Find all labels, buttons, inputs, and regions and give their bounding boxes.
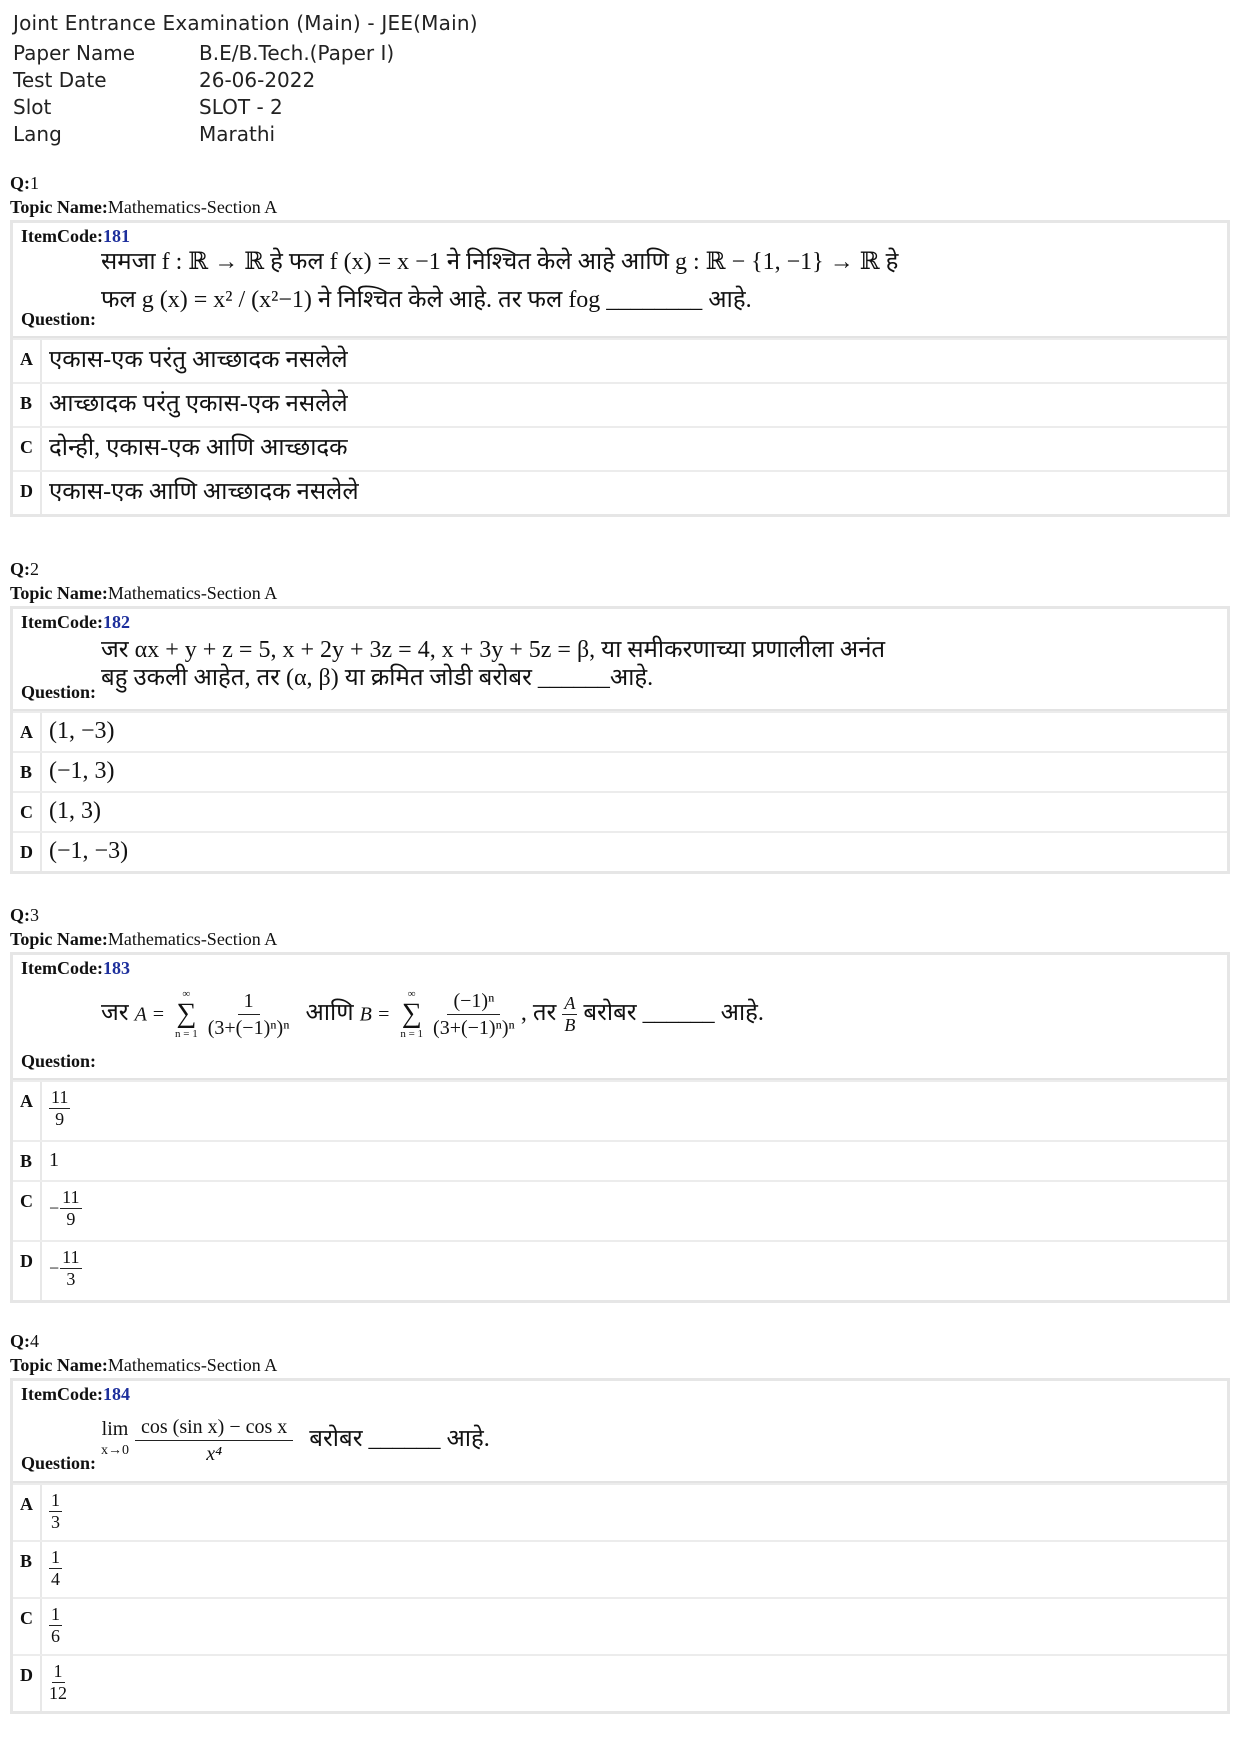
item-code: ItemCode:181 — [21, 226, 130, 246]
option-label: A — [13, 340, 42, 382]
option-label: C — [13, 428, 42, 470]
option-label: C — [13, 793, 42, 831]
summation-symbol: ∞ ∑ n = 1 — [400, 988, 424, 1041]
question-cell — [13, 1381, 1227, 1483]
option-label: B — [13, 384, 42, 426]
option-row-a[interactable] — [13, 338, 1227, 382]
option-fraction: $\frac{11}{9}$ — [51, 1087, 69, 1129]
option-row-b[interactable] — [13, 1540, 1227, 1597]
question-stem-line-1: समजा f : ℝ → ℝ हे फल f (x) = x −1 ने निश्चित केले आहे आणि g : ℝ − {1, −1} → ℝ हे — [101, 249, 899, 275]
question-stem-line-1: जर αx + y + z = 5, x + 2y + 3z = 4, x + 3y + 5z = β, या समीकरणाच्या प्रणालीला अनंत — [101, 637, 886, 663]
question-block-4 — [10, 1330, 1230, 1714]
option-row-d[interactable] — [13, 1654, 1227, 1711]
option-label: B — [13, 1142, 42, 1180]
option-row-d[interactable] — [13, 470, 1227, 514]
option-row-a[interactable] — [13, 711, 1227, 751]
question-stem-line-2: फल g (x) = x² / (x²−1) ने निश्चित केले आहे. तर फल fog ________ आहे. — [101, 287, 752, 313]
option-row-b[interactable] — [13, 1140, 1227, 1180]
question-block-3 — [10, 904, 1230, 1303]
question-table — [10, 220, 1230, 517]
option-text: − $\frac{11}{9}$ — [49, 1187, 80, 1229]
option-row-c[interactable] — [13, 1597, 1227, 1654]
header-row-paper-name — [13, 40, 478, 67]
option-text: एकास-एक आणि आच्छादक नसलेले — [49, 479, 359, 505]
question-stem: lim x→0 $\frac{\text{cos (sin x) − cos x}}{\text{x⁴}}$ बरोबर ______ आहे. — [101, 1415, 490, 1465]
option-label: D — [13, 1242, 42, 1300]
question-number: Q:2 — [10, 559, 39, 579]
question-table — [10, 606, 1230, 874]
question-label: Question: — [21, 682, 97, 702]
option-label: A — [13, 713, 42, 751]
question-number: Q:3 — [10, 905, 39, 925]
option-fraction: $\frac{11}{3}$ — [62, 1247, 80, 1289]
header-value: B.E/B.Tech.(Paper I) — [199, 41, 395, 65]
option-text: (−1, −3) — [49, 838, 129, 864]
header-row-test-date — [13, 67, 478, 94]
option-text: − $\frac{11}{3}$ — [49, 1247, 80, 1289]
paper-header — [13, 10, 478, 148]
option-row-c[interactable] — [13, 426, 1227, 470]
header-key: Lang — [13, 122, 62, 146]
fraction-a: $\frac{1}{\text{(3+(−1)ⁿ)ⁿ}}$ — [207, 989, 290, 1039]
option-text — [42, 1542, 1227, 1597]
option-text: (1, 3) — [49, 798, 101, 824]
option-text: (1, −3) — [49, 718, 115, 744]
header-row-lang — [13, 121, 478, 148]
question-stem-line-2: बहु उकली आहेत, तर (α, β) या क्रमित जोडी बरोबर ______आहे. — [101, 665, 654, 691]
option-text — [42, 1485, 1227, 1540]
question-block-2 — [10, 558, 1230, 874]
header-value: 26-06-2022 — [199, 68, 316, 92]
option-row-d[interactable] — [13, 1240, 1227, 1300]
exam-title: Joint Entrance Examination (Main) - JEE(Main) — [13, 11, 478, 35]
option-text: (−1, 3) — [49, 758, 115, 784]
option-text — [42, 1656, 1227, 1711]
option-label: B — [13, 1542, 42, 1597]
header-value: SLOT - 2 — [199, 95, 283, 119]
option-row-d[interactable] — [13, 831, 1227, 871]
option-label: A — [13, 1485, 42, 1540]
topic-name: Topic Name:Mathematics-Section A — [10, 1355, 278, 1375]
question-cell — [13, 955, 1227, 1080]
question-table — [10, 1378, 1230, 1714]
fraction-ab: $\frac{A}{B}$ — [564, 992, 576, 1035]
option-row-c[interactable] — [13, 791, 1227, 831]
option-fraction: $\frac{1}{4}$ — [51, 1547, 60, 1589]
option-text: दोन्ही, एकास-एक आणि आच्छादक — [49, 435, 348, 461]
option-label: A — [13, 1082, 42, 1140]
question-cell — [13, 609, 1227, 711]
question-cell — [13, 223, 1227, 338]
option-row-b[interactable] — [13, 751, 1227, 791]
option-fraction: $\frac{1}{6}$ — [51, 1604, 60, 1646]
question-number: Q:1 — [10, 173, 39, 193]
topic-name: Topic Name:Mathematics-Section A — [10, 929, 278, 949]
option-row-b[interactable] — [13, 382, 1227, 426]
option-text — [42, 1599, 1227, 1654]
header-key: Test Date — [13, 68, 107, 92]
option-label: D — [13, 833, 42, 871]
question-number: Q:4 — [10, 1331, 39, 1351]
question-block-1 — [10, 172, 1230, 517]
option-fraction: $\frac{1}{12}$ — [49, 1661, 67, 1703]
option-label: D — [13, 1656, 42, 1711]
option-label: C — [13, 1182, 42, 1240]
item-code: ItemCode:184 — [21, 1384, 130, 1404]
option-text: आच्छादक परंतु एकास-एक नसलेले — [49, 391, 348, 417]
option-text: एकास-एक परंतु आच्छादक नसलेले — [49, 347, 348, 373]
header-value: Marathi — [199, 122, 276, 146]
question-label: Question: — [21, 309, 97, 329]
option-fraction: $\frac{1}{3}$ — [51, 1490, 60, 1532]
question-label: Question: — [21, 1453, 97, 1473]
option-label: B — [13, 753, 42, 791]
option-row-a[interactable] — [13, 1080, 1227, 1140]
option-row-c[interactable] — [13, 1180, 1227, 1240]
topic-name: Topic Name:Mathematics-Section A — [10, 197, 278, 217]
header-key: Paper Name — [13, 41, 136, 65]
option-row-a[interactable] — [13, 1483, 1227, 1540]
question-table — [10, 952, 1230, 1303]
option-label: D — [13, 472, 42, 514]
summation-symbol: ∞ ∑ n = 1 — [174, 988, 198, 1041]
limit-fraction: $\frac{\text{cos (sin x) − cos x}}{\text{x⁴}}$ — [135, 1414, 293, 1467]
header-key: Slot — [13, 95, 52, 119]
question-label: Question: — [21, 1051, 97, 1071]
header-row-slot — [13, 94, 478, 121]
item-code: ItemCode:183 — [21, 958, 130, 978]
item-code: ItemCode:182 — [21, 612, 130, 632]
question-stem: जर A = ∞ ∑ n = 1 $\frac{1}{\text{(3+(−1)ⁿ)ⁿ}}$ आणि B = ∞ ∑ n = 1 $\frac{\text{(−1)ⁿ}}{\text{(3+(−1)ⁿ)ⁿ}}$ , तर $\frac{A}{B}$ बरोबर ______ आहे. — [101, 988, 764, 1041]
limit-symbol: lim x→0 — [101, 1418, 129, 1459]
topic-name: Topic Name:Mathematics-Section A — [10, 583, 278, 603]
option-fraction: $\frac{11}{9}$ — [62, 1187, 80, 1229]
option-text: 1 — [49, 1149, 59, 1171]
option-text — [42, 1082, 1227, 1140]
option-label: C — [13, 1599, 42, 1654]
fraction-b: $\frac{\text{(−1)ⁿ}}{\text{(3+(−1)ⁿ)ⁿ}}$ — [433, 989, 515, 1039]
